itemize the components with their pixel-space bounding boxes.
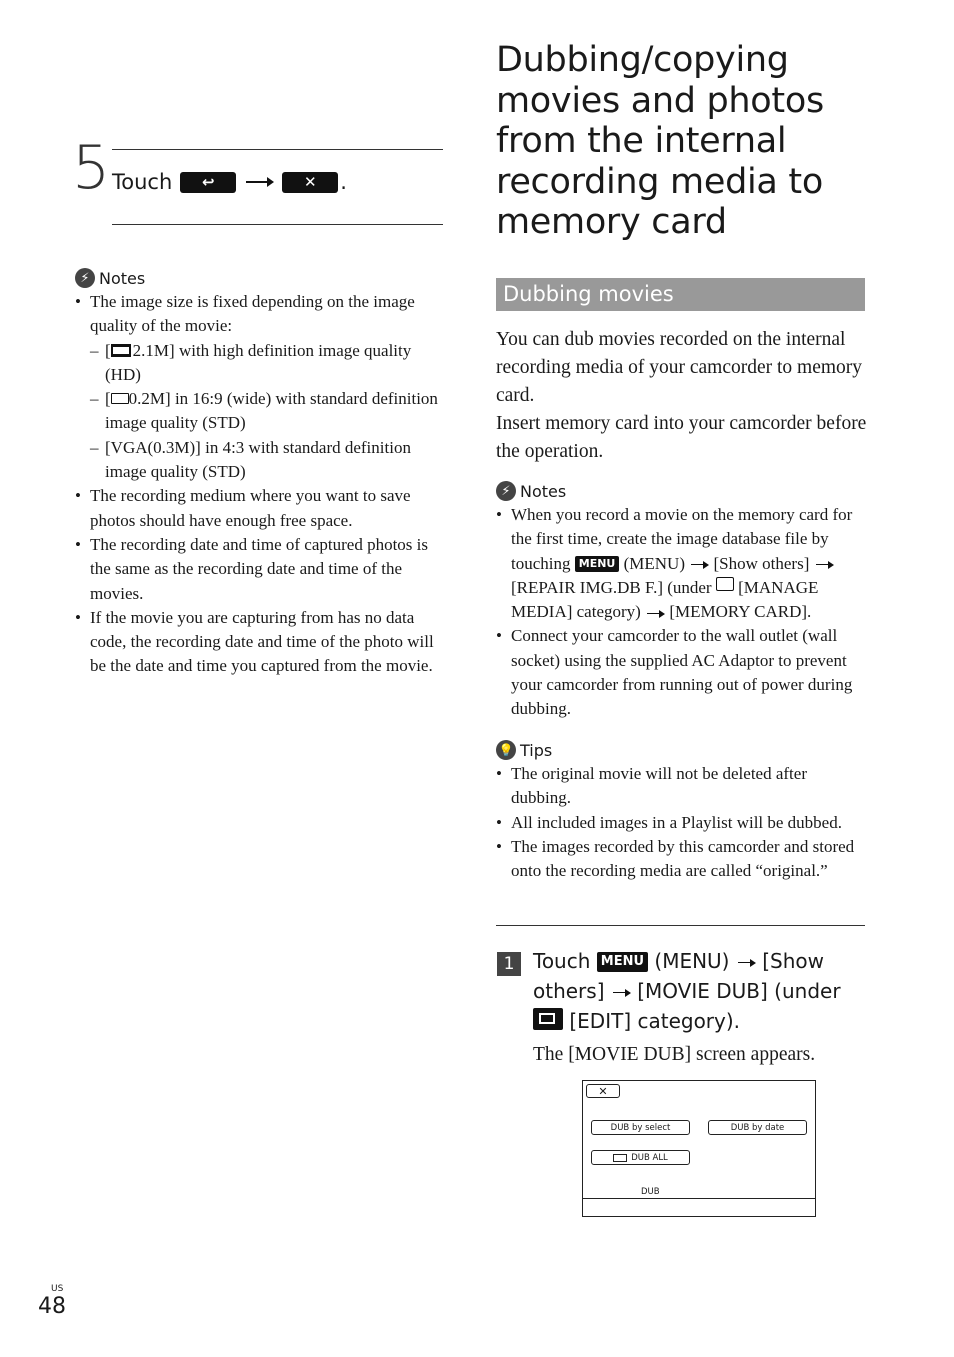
step-5-touch-label: Touch: [112, 170, 173, 194]
right-notes-list: [496, 503, 868, 722]
step-5-period: .: [340, 170, 347, 194]
dub-all-button: DUB ALL: [591, 1150, 690, 1165]
step-1-result: The [MOVIE DUB] screen appears.: [533, 1044, 816, 1065]
left-notes-list: [75, 290, 445, 679]
hd-image-size-icon: [111, 344, 131, 357]
page-number: 48: [38, 1294, 66, 1319]
list-item: – [ 2.1M] with high definition image quality (HD): [90, 339, 445, 388]
tips-list: [496, 762, 868, 883]
step-1-number: 1: [497, 952, 521, 976]
tips: [496, 740, 868, 883]
intro-text: [496, 326, 871, 466]
step-5-number: 5: [72, 133, 111, 203]
right-notes-heading: ⚡ Notes: [496, 481, 868, 501]
list-item: • The recording medium where you want to save photos should have enough free space.: [75, 484, 445, 533]
back-button-icon: ↩: [180, 172, 236, 193]
region-code: US: [51, 1284, 64, 1294]
step-divider: [496, 925, 865, 926]
edit-category-icon: [533, 1008, 563, 1030]
list-item: • The original movie will not be deleted after dubbing.: [496, 762, 868, 811]
movie-dub-screen-illustration: [582, 1080, 816, 1217]
dub-all-icon: [613, 1154, 627, 1162]
list-item: • All included images in a Playlist will be dubbed.: [496, 811, 868, 835]
list-item: – [ 0.2M] in 16:9 (wide) with standard definition image quality (STD): [90, 387, 445, 436]
intro-paragraph: Insert memory card into your camcorder before the operation.: [496, 413, 867, 462]
section-heading: Dubbing movies: [496, 278, 865, 311]
left-notes: [75, 268, 445, 679]
step-top-rule: [112, 149, 443, 150]
list-item: • When you record a movie on the memory card for the first time, create the image database file by touching MENU (MENU) [Show others] [REPAIR IMG.DB F.] (under [MANAGE MEDIA] category) [MEMORY CARD].: [496, 503, 868, 624]
step-bottom-rule: [112, 224, 443, 225]
menu-key-icon: MENU: [575, 556, 620, 572]
lightbulb-icon: 💡: [496, 740, 516, 760]
intro-paragraph: You can dub movies recorded on the internal recording media of your camcorder to memory card.: [496, 329, 863, 406]
sub-list: [90, 339, 445, 485]
step-1-instruction: Touch MENU (MENU) [Show others] [MOVIE DUB] (under [EDIT] category).: [533, 949, 841, 1033]
left-notes-heading: ⚡ Notes: [75, 268, 445, 288]
right-notes: [496, 481, 868, 722]
manage-media-icon: [716, 577, 734, 591]
close-button-icon: ✕: [282, 172, 338, 193]
arrow-icon: [738, 962, 754, 964]
list-item: – [VGA(0.3M)] in 4:3 with standard definition image quality (STD): [90, 436, 445, 485]
dub-by-date-button: DUB by date: [708, 1120, 807, 1135]
arrow-icon: [613, 992, 629, 994]
arrow-icon: [246, 181, 272, 183]
notes-icon: ⚡: [75, 268, 95, 288]
list-item: • The recording date and time of captured photos is the same as the recording date and time of the movies.: [75, 533, 445, 606]
list-item: • The images recorded by this camcorder and stored onto the recording media are called “original.”: [496, 835, 868, 884]
arrow-icon: [647, 613, 663, 615]
menu-key-icon: MENU: [597, 952, 648, 972]
wide-image-size-icon: [111, 393, 129, 404]
screen-footer-label: DUB: [641, 1187, 660, 1197]
step-5-instruction: [112, 170, 347, 194]
tips-heading: 💡 Tips: [496, 740, 868, 760]
screen-footer-bar: [583, 1198, 815, 1199]
arrow-icon: [816, 564, 832, 566]
list-item: • The image size is fixed depending on the image quality of the movie: – [ 2.1M] with high definition image quality (HD) – [ 0.2M] in 16:9 (wide) with standard definition image quality (STD) – [VGA(0.3M)] in 4:3 with standard definition image quality (STD): [75, 290, 445, 484]
notes-icon: ⚡: [496, 481, 516, 501]
list-item: • Connect your camcorder to the wall outlet (wall socket) using the supplied AC Adaptor to prevent your camcorder from running out of power during dubbing.: [496, 624, 868, 721]
list-item: • If the movie you are capturing from has no data code, the recording date and time of the photo will be the date and time you captured from the movie.: [75, 606, 445, 679]
arrow-icon: [691, 564, 707, 566]
dub-by-select-button: DUB by select: [591, 1120, 690, 1135]
page-title: Dubbing/copying movies and photos from the internal recording media to memory card: [496, 40, 824, 243]
screen-close-icon: ✕: [586, 1084, 620, 1098]
